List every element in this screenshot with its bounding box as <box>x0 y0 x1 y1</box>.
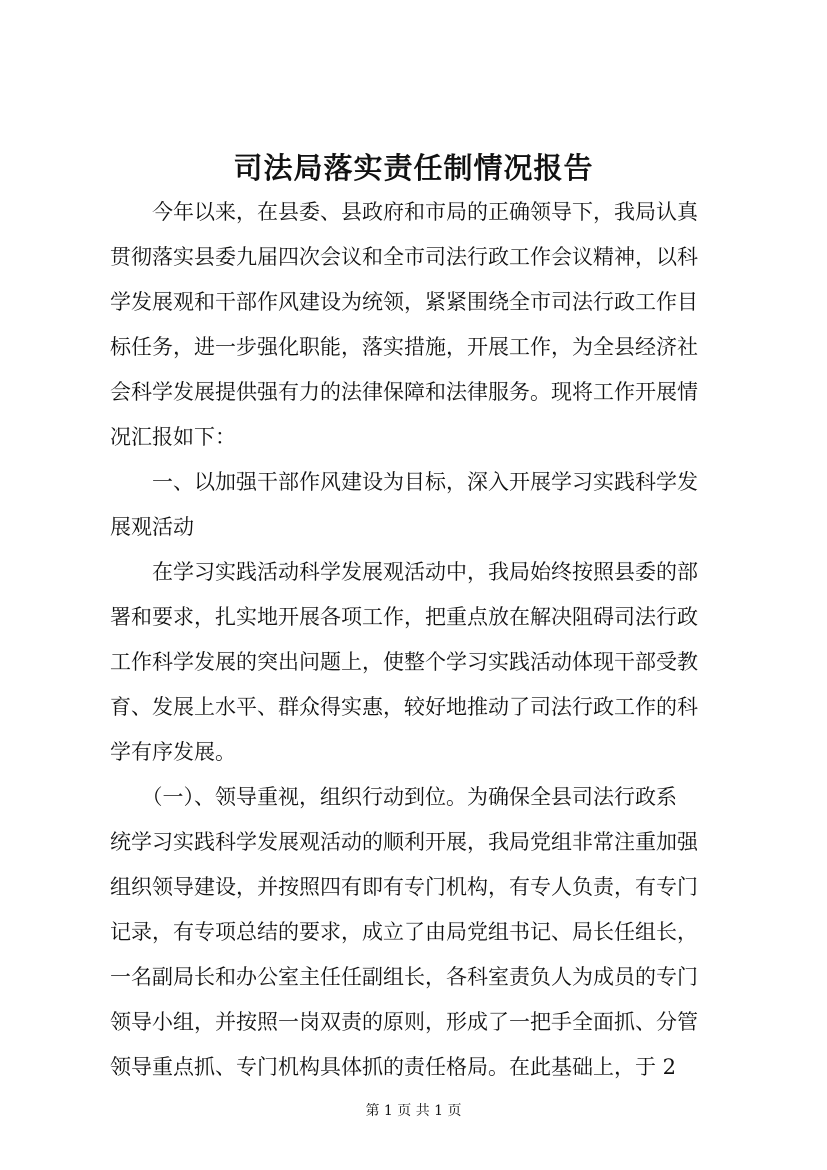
section-heading-line: 展观活动 <box>110 515 194 539</box>
body-line: 工作科学发展的突出问题上，使整个学习实践活动体现干部受教 <box>110 650 698 674</box>
body-line: 贯彻落实县委九届四次会议和全市司法行政工作会议精神，以科 <box>110 245 698 269</box>
body-line: 领导重点抓、专门机构具体抓的责任格局。在此基础上，于 2 <box>110 1055 677 1079</box>
body-line: 今年以来，在县委、县政府和市局的正确领导下，我局认真 <box>110 200 698 224</box>
body-line: 一名副局长和办公室主任任副组长，各科室责负人为成员的专门 <box>110 965 698 989</box>
body-line: 况汇报如下： <box>110 425 236 449</box>
body-line: 记录，有专项总结的要求，成立了由局党组书记、局长任组长， <box>110 920 698 944</box>
body-line: 会科学发展提供强有力的法律保障和法律服务。现将工作开展情 <box>110 380 698 404</box>
section-heading-line: 一、以加强干部作风建设为目标，深入开展学习实践科学发 <box>110 470 698 494</box>
body-line: 学发展观和干部作风建设为统领，紧紧围绕全市司法行政工作目 <box>110 290 698 314</box>
body-line: 组织领导建设，并按照四有即有专门机构，有专人负责，有专门 <box>110 875 698 899</box>
document-title: 司法局落实责任制情况报告 <box>233 151 594 185</box>
body-line: 统学习实践科学发展观活动的顺利开展，我局党组非常注重加强 <box>110 830 698 854</box>
body-line: 育、发展上水平、群众得实惠，较好地推动了司法行政工作的科 <box>110 695 698 719</box>
body-line: 在学习实践活动科学发展观活动中，我局始终按照县委的部 <box>110 560 698 584</box>
body-line: （一）、领导重视，组织行动到位。为确保全县司法行政系 <box>110 785 677 809</box>
body-line: 领导小组，并按照一岗双责的原则，形成了一把手全面抓、分管 <box>110 1010 698 1034</box>
page-number: 第 1 页 共 1 页 <box>365 1103 462 1119</box>
body-line: 标任务，进一步强化职能，落实措施，开展工作，为全县经济社 <box>110 335 698 359</box>
body-line: 学有序发展。 <box>110 740 236 764</box>
body-line: 署和要求，扎实地开展各项工作，把重点放在解决阻碍司法行政 <box>110 605 698 629</box>
